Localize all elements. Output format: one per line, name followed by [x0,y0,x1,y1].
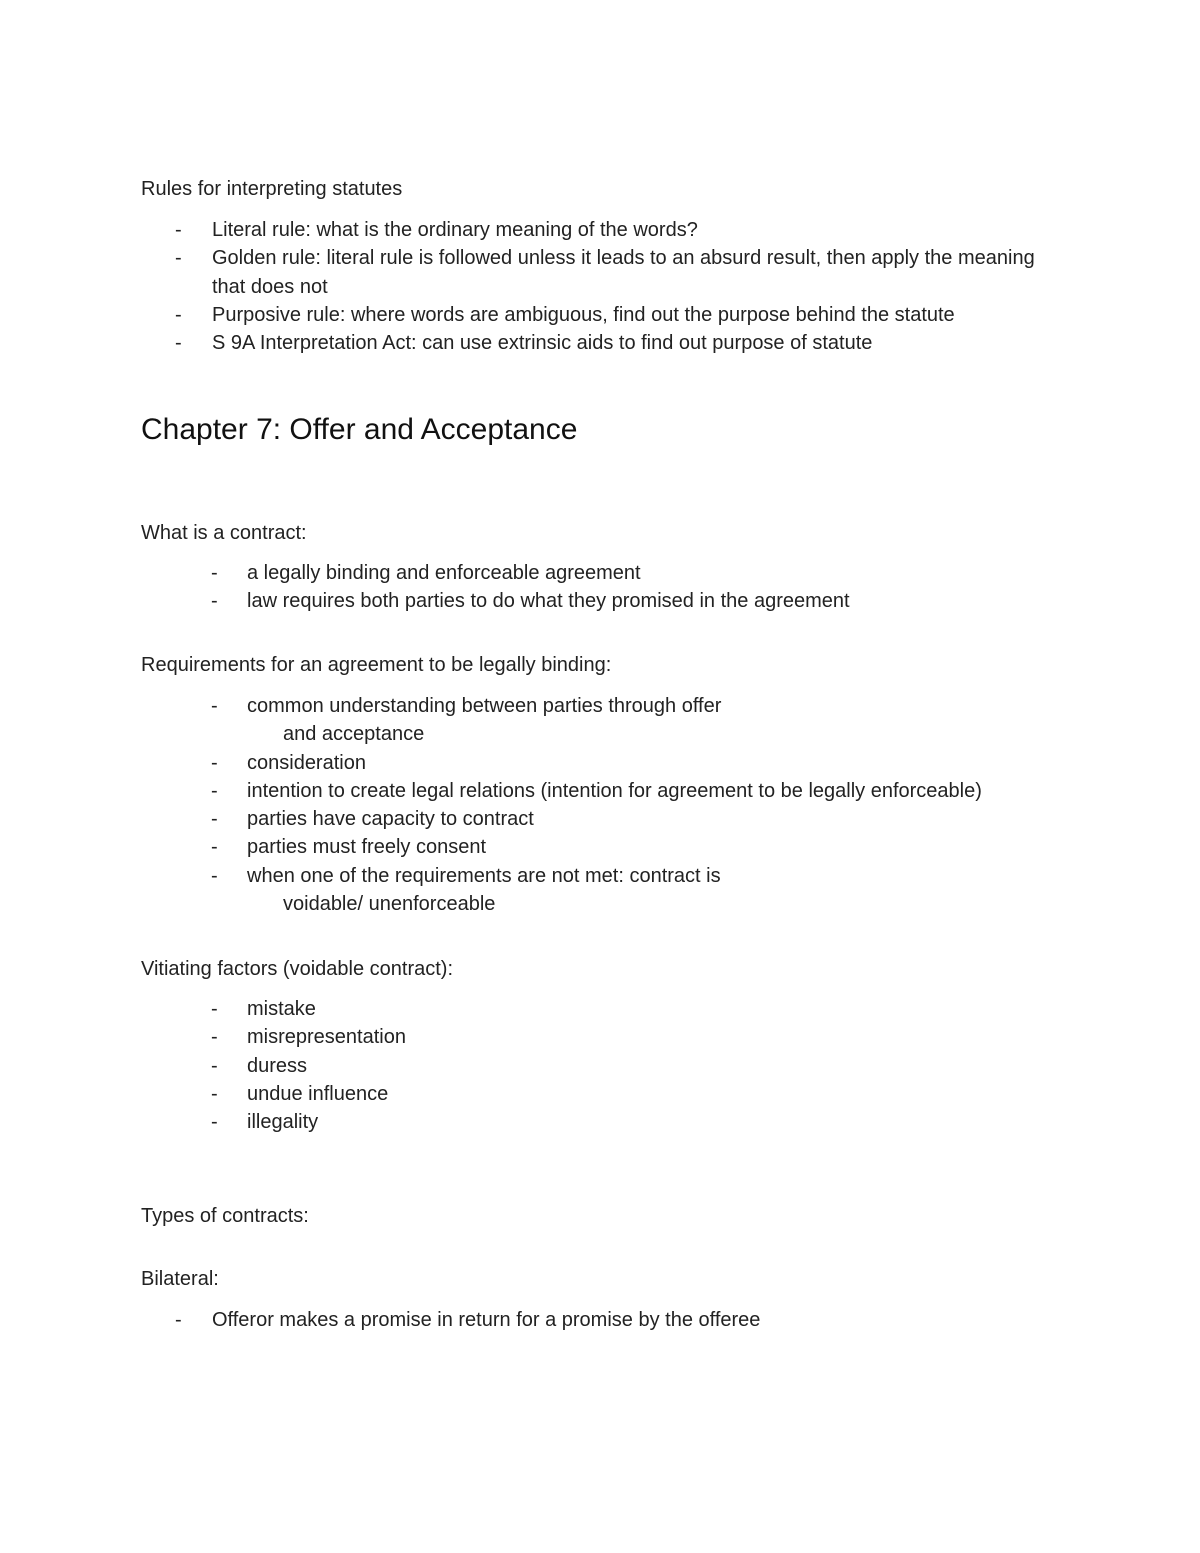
dash-bullet: - [211,695,218,717]
dash-bullet: - [211,1111,218,1134]
vitiating-section [141,955,1070,983]
dash-bullet: - [175,332,182,355]
dash-bullet: - [211,562,218,584]
bilateral-title: Bilateral: [141,1268,219,1290]
list-item: - Literal rule: what is the ordinary meaning of the words? [175,216,1070,244]
list-item: - consideration [211,749,1070,777]
dash-bullet: - [211,590,218,613]
bilateral-list-wrap [175,1306,1070,1334]
list-item: - duress [211,1052,1070,1080]
list-item: - a legally binding and enforceable agreement [211,559,1070,587]
dash-bullet: - [211,864,218,887]
dash-bullet: - [211,836,218,859]
chapter-heading-wrap [141,410,1070,450]
types-title: Types of contracts: [141,1205,309,1227]
dash-bullet: - [211,1054,218,1077]
list-item: - mistake [211,995,1070,1023]
bilateral-list [175,1306,1070,1334]
list-item: - when one of the requirements are not met: contract is voidable/ unenforceable [211,862,1070,919]
contract-title: What is a contract: [141,522,307,544]
dash-bullet: - [211,1026,218,1049]
statutes-list [175,216,1070,357]
list-item: - common understanding between parties through offer and acceptance [211,692,1070,749]
dash-bullet: - [175,219,182,241]
list-item: - intention to create legal relations (intention for agreement to be legally enforceable) [211,777,1070,805]
dash-bullet: - [211,998,218,1020]
dash-bullet: - [175,1309,182,1331]
contract-list-wrap [211,559,1070,616]
requirements-list-wrap [211,692,1070,918]
statutes-title: Rules for interpreting statutes [141,178,403,200]
bilateral-section [141,1265,1070,1293]
vitiating-list-wrap [211,995,1070,1136]
vitiating-list [211,995,1070,1136]
types-section [141,1202,1070,1230]
list-item: - Offeror makes a promise in return for a promise by the offeree [175,1306,1070,1334]
list-item: - Golden rule: literal rule is followed unless it leads to an absurd result, then apply the meaning that does not [175,244,1070,301]
requirements-list [211,692,1070,918]
list-item: - S 9A Interpretation Act: can use extrinsic aids to find out purpose of statute [175,329,1070,357]
list-item: - illegality [211,1108,1070,1136]
dash-bullet: - [175,247,182,270]
dash-bullet: - [211,1082,218,1105]
dash-bullet: - [211,779,218,802]
list-item: - undue influence [211,1080,1070,1108]
vitiating-title: Vitiating factors (voidable contract): [141,958,454,980]
statutes-section [141,175,1070,203]
chapter-heading: Chapter 7: Offer and Acceptance [141,413,578,446]
list-item: - parties must freely consent [211,833,1070,861]
requirements-title: Requirements for an agreement to be legally binding: [141,654,612,676]
list-item: - Purposive rule: where words are ambiguous, find out the purpose behind the statute [175,301,1070,329]
dash-bullet: - [211,751,218,774]
list-item: - parties have capacity to contract [211,805,1070,833]
statutes-list-wrap [175,216,1070,357]
dash-bullet: - [211,808,218,831]
contract-section [141,519,1070,547]
list-item: - misrepresentation [211,1023,1070,1051]
dash-bullet: - [175,303,182,326]
list-item: - law requires both parties to do what they promised in the agreement [211,587,1070,615]
requirements-section [141,651,1070,679]
contract-list [211,559,1070,616]
